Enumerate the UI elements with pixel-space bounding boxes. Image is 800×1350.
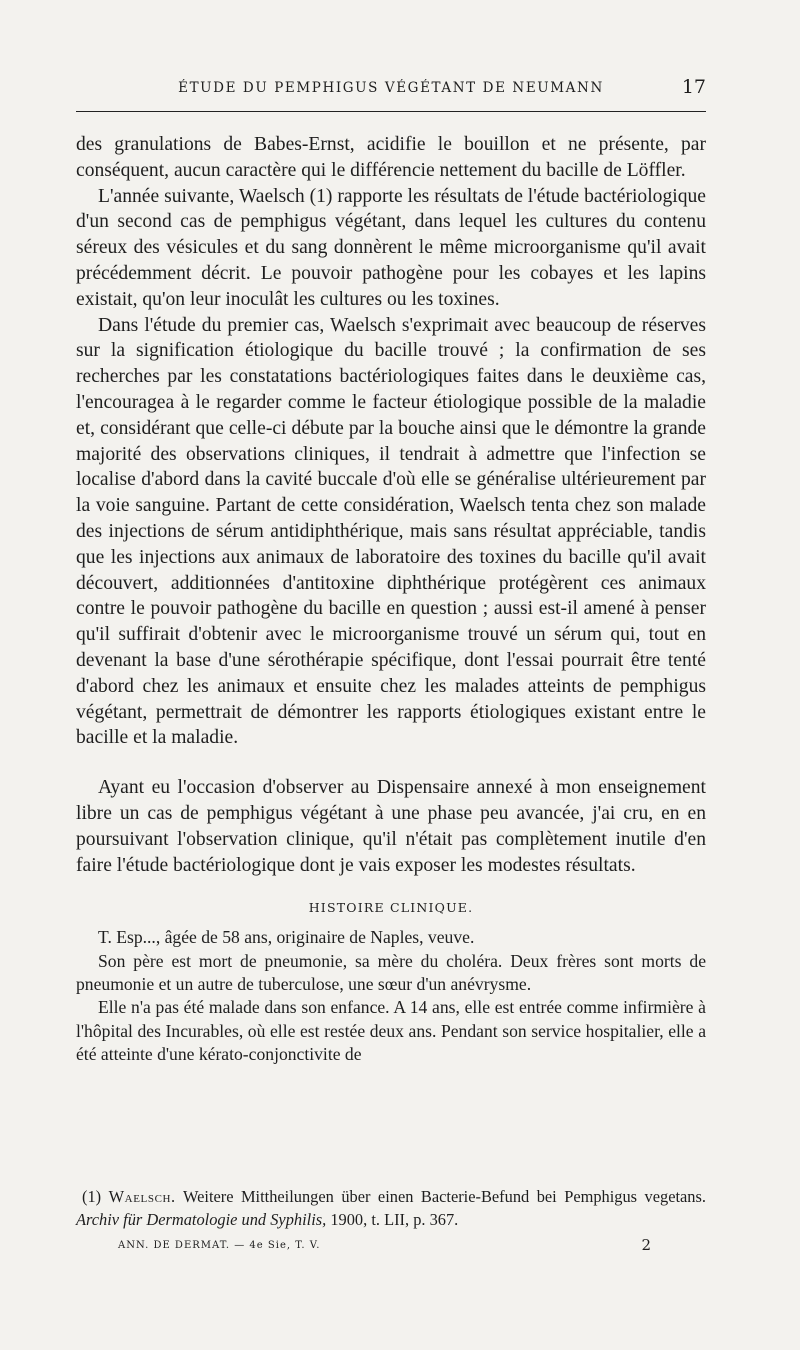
paragraph: L'année suivante, Waelsch (1) rapporte les résultats de l'étude bactériologique d'un second cas de pemphigus végétant, dans lequel les cultures du contenu séreux des vésicules et du sang donnèrent le même microorganisme qu'il avait précédemment décrit. Le pouvoir pathogène pour les cobayes et les lapins existait, qu'on leur inoculât les cultures ou les toxines. xyxy=(76,185,706,310)
footnote-citation: 1900, t. LII, p. 367. xyxy=(330,1209,459,1229)
footer xyxy=(118,1236,652,1256)
paragraph: des granulations de Babes-Ernst, acidifie le bouillon et ne présente, par conséquent, aucun caractère qui le différencie nettement du bacille de Löffler. xyxy=(76,134,706,181)
paragraph: Elle n'a pas été malade dans son enfance. A 14 ans, elle est entrée comme infirmière à l'hôpital des Incurables, où elle est restée deux ans. Pendant son service hospitalier, elle a été atteinte d'une kérato-conjonctivite de xyxy=(76,997,706,1064)
paragraph: Son père est mort de pneumonie, sa mère du choléra. Deux frères sont morts de pneumonie et un autre de tuberculose, une sœur d'un anévrysme. xyxy=(76,950,706,994)
footnote xyxy=(76,1186,706,1231)
footnote-text: Weitere Mittheilungen über einen Bacterie-Befund bei Pemphigus vegetans. xyxy=(182,1187,706,1206)
running-title: ÉTUDE DU PEMPHIGUS VÉGÉTANT DE NEUMANN xyxy=(178,80,604,96)
clinical-history xyxy=(76,926,706,1066)
signature-line: ANN. DE DERMAT. — 4e Sie, T. V. xyxy=(118,1240,321,1251)
running-head xyxy=(76,76,706,100)
paragraph: T. Esp..., âgée de 58 ans, originaire de Naples, veuve. xyxy=(98,927,475,948)
footnote-journal: Archiv für Dermatologie und Syphilis, xyxy=(76,1209,327,1229)
body-text xyxy=(76,132,706,1066)
footnote-author: Waelsch. xyxy=(108,1187,176,1206)
section-title: HISTOIRE CLINIQUE. xyxy=(308,900,474,916)
paragraph: Dans l'étude du premier cas, Waelsch s'exprimait avec beaucoup de réserves sur la signification étiologique du bacille trouvé ; la confirmation de ses recherches par les constatations bactériologiques faites dans le deuxième cas, l'encouragea à le regarder comme le facteur étiologique possible de la maladie et, considérant que celle-ci débute par la bouche ainsi que le démontre la grande majorité des observations cliniques, il tendrait à admettre que l'infection se localise d'abord dans la cavité buccale d'où elle se généralise ultérieurement par la voie sanguine. Partant de cette considération, Waelsch tenta chez son malade des injections de sérum antidiphthérique, mais sans résultat appréciable, tandis que les injections aux animaux de laboratoire des toxines du bacille qu'il avait découvert, additionnées d'antitoxine diphthérique protégèrent ces animaux contre le pouvoir pathogène du bacille en question ; aussi est-il amené à penser qu'il suffirait d'obtenir avec le microorganisme trouvé un sérum qui, tout en devenant la base d'une sérothérapie spécifique, dont l'essai pourrait être tenté d'abord chez les animaux et ensuite chez les malades atteints de pemphigus végétant, permettrait de démontrer les rapports étiologiques existant entre le bacille et la maladie. xyxy=(76,314,706,749)
header-rule xyxy=(76,111,706,112)
page-number: 17 xyxy=(681,76,706,98)
paragraph: Ayant eu l'occasion d'observer au Dispensaire annexé à mon enseignement libre un cas de pemphigus végétant à une phase peu avancée, j'ai cru, en en poursuivant l'observation clinique, qu'il n'était pas complètement inutile d'en faire l'étude bactériologique dont je vais exposer les modestes résultats. xyxy=(76,777,706,876)
footnote-marker: (1) xyxy=(82,1187,102,1206)
sheet-number: 2 xyxy=(641,1236,652,1254)
